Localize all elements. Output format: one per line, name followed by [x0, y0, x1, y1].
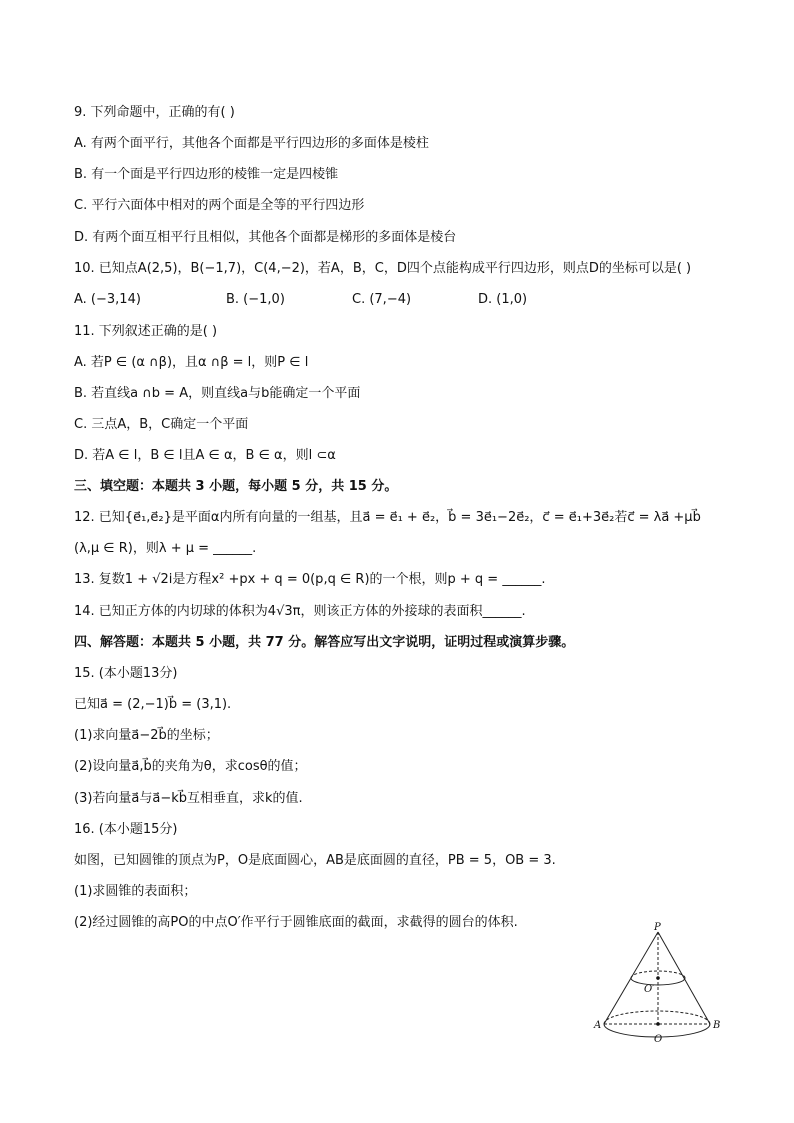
question-15-given: 已知a⃗ = (2,−1)b⃗ = (3,1). [74, 697, 232, 712]
question-11-stem: 11. 下列叙述正确的是( ) [74, 324, 218, 339]
question-16-part-2: (2)经过圆锥的高PO的中点O′作平行于圆锥底面的截面，求截得的圆台的体积. [74, 915, 518, 930]
question-14: 14. 已知正方体的内切球的体积为4√3π，则该正方体的外接球的表面积______. [74, 604, 526, 619]
question-11-option-d: D. 若A ∈ l，B ∈ l且A ∈ α，B ∈ α，则l ⊂α [74, 448, 336, 463]
question-15-heading: 15. (本小题13分) [74, 666, 178, 681]
label-a: A [594, 1020, 602, 1031]
question-10-option-a: A. (−3,14) [74, 292, 141, 307]
section-3-heading: 三、填空题：本题共 3 小题，每小题 5 分，共 15 分。 [74, 479, 398, 494]
question-10-option-d: D. (1,0) [478, 292, 528, 307]
question-12-line-1: 12. 已知{e⃗₁,e⃗₂}是平面α内所有向量的一组基，且a⃗ = e⃗₁ + e⃗₂，b⃗ = 3e⃗₁−2e⃗₂，c⃗ = e⃗₁+3e⃗₂若c⃗ = λa⃗ +μb⃗ [74, 510, 701, 525]
label-o-prime: O′ [644, 984, 655, 995]
cone-figure [592, 920, 722, 1048]
question-12-line-2: (λ,μ ∈ R)，则λ + μ = ______. [74, 541, 257, 556]
question-16-heading: 16. (本小题15分) [74, 822, 178, 837]
question-15-part-1: (1)求向量a⃗−2b⃗的坐标； [74, 728, 219, 743]
question-10-options [0, 291, 794, 309]
question-11-option-b: B. 若直线a ∩b = A，则直线a与b能确定一个平面 [74, 386, 361, 401]
question-10-option-b: B. (−1,0) [226, 292, 285, 307]
question-16-given: 如图，已知圆锥的顶点为P，O是底面圆心，AB是底面圆的直径，PB = 5，OB = 3. [74, 853, 556, 868]
question-16-part-1: (1)求圆锥的表面积； [74, 884, 197, 899]
question-13: 13. 复数1 + √2i是方程x² +px + q = 0(p,q ∈ R)的一个根，则p + q = ______. [74, 572, 546, 587]
question-9-stem: 9. 下列命题中，正确的有( ) [74, 105, 235, 120]
question-10-stem: 10. 已知点A(2,5)，B(−1,7)，C(4,−2)，若A，B，C，D四个点能构成平行四边形，则点D的坐标可以是( ) [74, 261, 692, 276]
point-o [656, 1022, 660, 1026]
question-9-option-b: B. 有一个面是平行四边形的棱锥一定是四棱锥 [74, 167, 339, 182]
question-11-option-a: A. 若P ∈ (α ∩β)，且α ∩β = l，则P ∈ l [74, 355, 309, 370]
question-9-option-c: C. 平行六面体中相对的两个面是全等的平行四边形 [74, 198, 365, 213]
question-15-part-2: (2)设向量a⃗,b⃗的夹角为θ，求cosθ的值； [74, 759, 307, 774]
label-b: B [713, 1020, 721, 1031]
section-4-heading: 四、解答题：本题共 5 小题，共 77 分。解答应写出文字说明，证明过程或演算步骤。 [74, 635, 575, 650]
question-15-part-3: (3)若向量a⃗与a⃗−kb⃗互相垂直，求k的值. [74, 791, 303, 806]
point-o-prime [656, 976, 660, 980]
question-11-option-c: C. 三点A，B，C确定一个平面 [74, 417, 249, 432]
question-9-option-d: D. 有两个面互相平行且相似，其他各个面都是梯形的多面体是棱台 [74, 230, 457, 245]
label-o: O [654, 1034, 663, 1045]
question-10-option-c: C. (7,−4) [352, 292, 412, 307]
cone-side-right [658, 932, 710, 1024]
base-back-arc [604, 1011, 710, 1024]
label-p: P [654, 922, 661, 933]
question-9-option-a: A. 有两个面平行，其他各个面都是平行四边形的多面体是棱柱 [74, 136, 429, 151]
